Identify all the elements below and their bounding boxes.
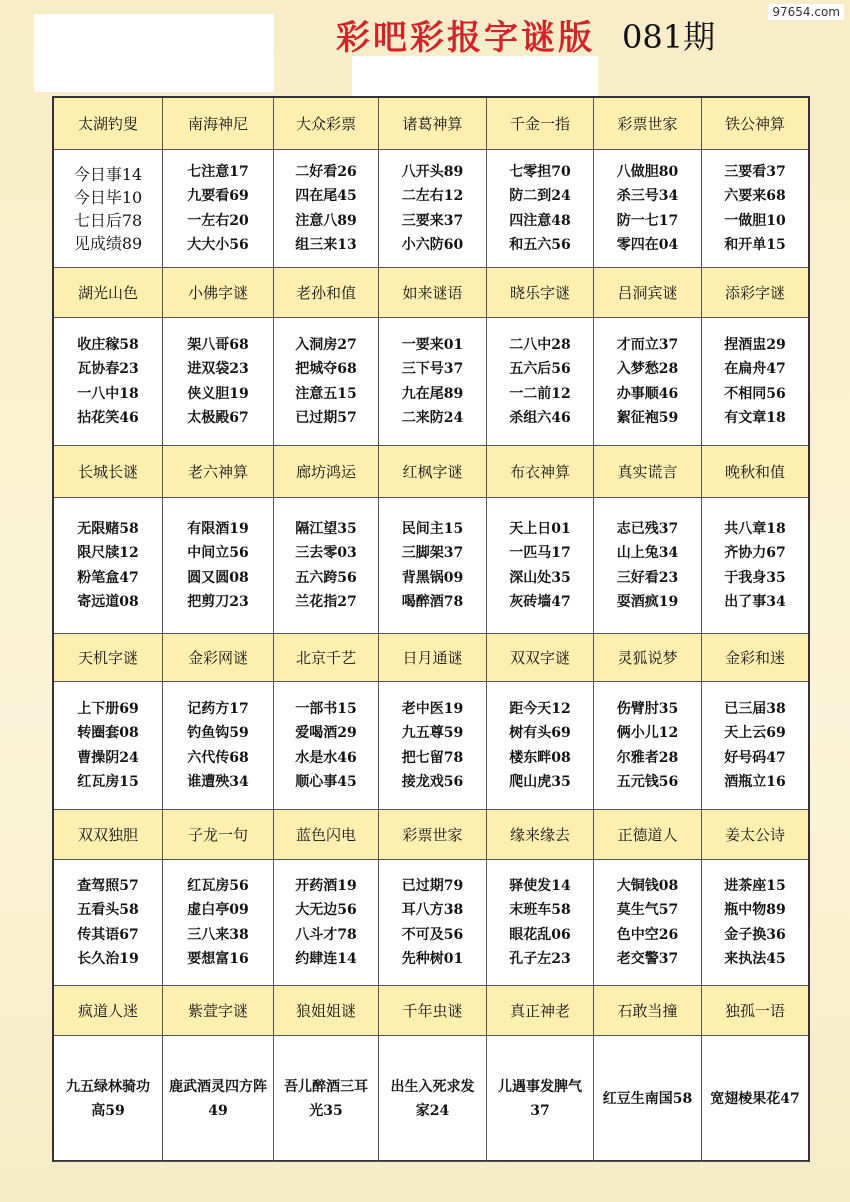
riddle-line: 色中空26 [616, 926, 679, 943]
riddle-line: 已过期79 [401, 877, 464, 894]
riddle-line: 见成绩89 [73, 233, 143, 253]
riddle-line: 侠义胆19 [187, 385, 249, 402]
riddle-cell [274, 1036, 379, 1162]
riddle-line: 伤臂肘35 [616, 700, 679, 717]
riddle-cell [594, 1036, 702, 1162]
riddle-line: 六代传68 [187, 749, 249, 766]
riddle-line: 三好看23 [616, 569, 679, 586]
riddle-line: 距今天12 [509, 700, 571, 717]
riddle-line: 五元钱56 [616, 774, 679, 790]
riddle-line: 水是水46 [295, 749, 357, 766]
riddle-line: 今日毕10 [73, 187, 143, 207]
riddle-cell [379, 860, 487, 986]
column-header: 晓乐字谜 [487, 268, 594, 318]
riddle-cell [163, 682, 274, 810]
riddle-line: 九要看69 [187, 188, 249, 204]
riddle-line: 八斗才78 [295, 926, 357, 943]
riddle-line: 齐协力67 [724, 545, 786, 561]
riddle-line: 小六防60 [401, 237, 464, 253]
riddle-line: 三要看37 [724, 163, 786, 180]
riddle-line: 五六跨56 [295, 569, 357, 586]
riddle-cell [487, 1036, 594, 1162]
riddle-cell [594, 150, 702, 268]
riddle-line: 把剪刀23 [187, 594, 249, 610]
riddle-line: 共八章18 [724, 520, 786, 537]
riddle-line: 要想富16 [187, 951, 249, 967]
riddle-line: 捏酒盅29 [724, 336, 786, 353]
riddle-line: 出生入死求发家24 [390, 1078, 475, 1119]
riddle-line: 来执法45 [724, 951, 786, 967]
column-header: 彩票世家 [594, 98, 702, 150]
riddle-line: 吾儿醉酒三耳光35 [284, 1078, 368, 1119]
riddle-cell [379, 1036, 487, 1162]
riddle-line: 接龙戏56 [401, 774, 464, 790]
riddle-line: 九在尾89 [401, 385, 464, 402]
page-title: 彩吧彩报字谜版 [336, 18, 595, 58]
riddle-line: 限尺牍12 [77, 545, 139, 561]
riddle-line: 鹿武酒灵四方阵49 [169, 1078, 267, 1119]
riddle-cell [274, 498, 379, 634]
riddle-line: 一匹马17 [509, 545, 571, 561]
riddle-cell [702, 860, 808, 986]
riddle-line: 七日后78 [73, 210, 143, 230]
column-header: 吕洞宾谜 [594, 268, 702, 318]
riddle-line: 二来防24 [401, 410, 464, 426]
riddle-line: 粉笔盒47 [77, 569, 139, 586]
riddle-line: 不可及56 [401, 926, 464, 943]
riddle-line: 老中医19 [401, 700, 464, 717]
riddle-line: 杀三号34 [616, 188, 679, 204]
riddle-line: 太极殿67 [187, 410, 249, 426]
riddle-line: 耍酒疯19 [616, 594, 679, 610]
riddle-cell [274, 150, 379, 268]
riddle-line: 已三届38 [724, 700, 786, 717]
riddle-line: 约肆连14 [295, 951, 357, 967]
column-header: 天机字谜 [54, 634, 163, 682]
riddle-line: 九五绿林骑功高59 [66, 1078, 150, 1119]
column-header: 千年虫谜 [379, 986, 487, 1036]
riddle-line: 天上云69 [724, 725, 786, 741]
riddle-cell [163, 1036, 274, 1162]
riddle-cell [379, 498, 487, 634]
riddle-line: 长久治19 [77, 951, 139, 967]
riddle-line: 钓鱼钩59 [187, 725, 249, 741]
riddle-line: 顺心事45 [295, 774, 357, 790]
riddle-cell [274, 682, 379, 810]
riddle-line: 传其语67 [77, 926, 139, 943]
riddle-cell [379, 150, 487, 268]
riddle-line: 圆又圆08 [187, 569, 249, 586]
column-header: 如来谜语 [379, 268, 487, 318]
riddle-line: 耳八方38 [401, 902, 464, 918]
column-header: 缘来缘去 [487, 810, 594, 860]
riddle-cell [54, 860, 163, 986]
riddle-cell [54, 318, 163, 446]
riddle-line: 眼花乱06 [509, 926, 571, 943]
riddle-line: 俩小儿12 [616, 725, 679, 741]
column-header: 小佛字谜 [163, 268, 274, 318]
riddle-line: 收庄稼58 [77, 336, 139, 353]
riddle-line: 楼东畔08 [509, 749, 571, 766]
column-header: 添彩字谜 [702, 268, 808, 318]
column-header: 大众彩票 [274, 98, 379, 150]
riddle-line: 架八哥68 [187, 336, 249, 353]
riddle-cell [54, 682, 163, 810]
riddle-line: 瓶中物89 [724, 902, 786, 918]
riddle-cell [54, 150, 163, 268]
riddle-line: 记药方17 [187, 700, 249, 717]
riddle-line: 末班车58 [509, 902, 571, 918]
riddle-line: 曹操阴24 [77, 749, 139, 766]
riddle-line: 孔子左23 [509, 951, 571, 967]
riddle-line: 无限赌58 [77, 520, 139, 537]
riddle-line: 才而立37 [616, 336, 679, 353]
riddle-line: 先种树01 [401, 951, 464, 967]
riddle-line: 和五六56 [509, 237, 571, 253]
column-header: 子龙一句 [163, 810, 274, 860]
riddle-cell [163, 498, 274, 634]
riddle-line: 入梦愁28 [616, 361, 679, 377]
riddle-line: 和开单15 [724, 237, 786, 253]
riddle-line: 二好看26 [295, 163, 357, 180]
riddle-line: 进茶座15 [724, 877, 786, 894]
riddle-line: 儿遇事发脾气37 [498, 1078, 582, 1119]
column-header: 布衣神算 [487, 446, 594, 498]
column-header: 日月通谜 [379, 634, 487, 682]
riddle-line: 大无边56 [295, 902, 357, 918]
riddle-line: 中间立56 [187, 545, 249, 561]
riddle-line: 四在尾45 [295, 188, 357, 204]
column-header: 双双独胆 [54, 810, 163, 860]
riddle-line: 虚白亭09 [187, 902, 249, 918]
riddle-cell [702, 318, 808, 446]
riddle-line: 八做胆80 [616, 163, 679, 180]
riddle-line: 注意五15 [295, 385, 357, 402]
column-header: 晚秋和值 [702, 446, 808, 498]
riddle-cell [163, 860, 274, 986]
riddle-line: 民间主15 [401, 520, 464, 537]
riddle-line: 树有头69 [509, 725, 571, 741]
riddle-line: 山上兔34 [616, 545, 679, 561]
riddle-line: 三要来37 [401, 212, 464, 229]
riddle-cell [163, 150, 274, 268]
riddle-line: 防二到24 [509, 188, 571, 204]
column-header: 湖光山色 [54, 268, 163, 318]
riddle-line: 七注意17 [187, 163, 249, 180]
riddle-line: 三下号37 [401, 361, 464, 377]
riddle-line: 志已残37 [616, 520, 679, 537]
riddle-line: 谁遭殃34 [187, 774, 249, 790]
issue-number: 081期 [622, 18, 716, 56]
riddle-line: 一八中18 [77, 385, 139, 402]
riddle-line: 酒瓶立16 [724, 774, 786, 790]
riddle-line: 二八中28 [509, 336, 571, 353]
riddle-line: 已过期57 [295, 410, 357, 426]
column-header: 红枫字谜 [379, 446, 487, 498]
column-header: 北京千艺 [274, 634, 379, 682]
riddle-line: 爬山虎35 [509, 774, 571, 790]
riddle-cell [54, 498, 163, 634]
column-header: 太湖钓叟 [54, 98, 163, 150]
column-header: 正德道人 [594, 810, 702, 860]
column-header: 金彩网谜 [163, 634, 274, 682]
riddle-line: 四注意48 [509, 212, 571, 229]
riddle-line: 红豆生南国58 [602, 1090, 693, 1107]
column-header: 铁公神算 [702, 98, 808, 150]
riddle-cell [594, 682, 702, 810]
riddle-line: 三八来38 [187, 926, 249, 943]
riddle-line: 喝醉酒78 [401, 594, 464, 610]
riddle-line: 深山处35 [509, 569, 571, 586]
riddle-line: 进双袋23 [187, 361, 249, 377]
riddle-line: 红瓦房56 [187, 877, 249, 894]
riddle-cell [594, 318, 702, 446]
riddle-line: 天上日01 [509, 520, 571, 537]
blank-area-left [34, 14, 274, 92]
column-header: 石敢当撞 [594, 986, 702, 1036]
column-header: 真实谎言 [594, 446, 702, 498]
riddle-line: 三脚架37 [401, 545, 464, 561]
riddle-line: 一二前12 [509, 385, 571, 402]
riddle-line: 一要来01 [401, 336, 464, 353]
riddle-line: 隔江望35 [295, 520, 357, 537]
column-header: 金彩和迷 [702, 634, 808, 682]
riddle-line: 灰砖墙47 [509, 594, 571, 610]
riddle-line: 查驾照57 [77, 877, 139, 894]
riddle-line: 老交警37 [616, 951, 679, 967]
riddle-line: 大铜钱08 [616, 877, 679, 894]
column-header: 疯道人迷 [54, 986, 163, 1036]
riddle-line: 拈花笑46 [77, 410, 139, 426]
riddle-line: 一左右20 [187, 212, 249, 229]
riddle-line: 大大小56 [187, 237, 249, 253]
riddle-line: 组三来13 [295, 237, 357, 253]
riddle-cell [594, 860, 702, 986]
riddle-line: 好号码47 [724, 749, 786, 766]
riddle-cell [702, 682, 808, 810]
riddle-line: 在扁舟47 [724, 361, 786, 377]
riddle-cell [487, 860, 594, 986]
riddle-line: 八开头89 [401, 163, 464, 180]
riddle-cell [274, 860, 379, 986]
riddle-line: 七零担70 [509, 163, 571, 180]
riddle-line: 办事顺46 [616, 385, 679, 402]
riddle-line: 把七留78 [401, 749, 464, 766]
riddle-line: 驿使发14 [509, 877, 571, 894]
riddle-cell [54, 1036, 163, 1162]
column-header: 狼姐姐谜 [274, 986, 379, 1036]
riddle-line: 瓦协春23 [77, 361, 139, 377]
riddle-line: 三去零03 [295, 545, 357, 561]
riddle-cell [594, 498, 702, 634]
riddle-cell [379, 682, 487, 810]
column-header: 诸葛神算 [379, 98, 487, 150]
riddle-line: 宽翅棱果花47 [710, 1090, 800, 1107]
riddle-cell [702, 150, 808, 268]
riddle-line: 转圈套08 [77, 725, 139, 741]
riddle-line: 絮征袍59 [616, 410, 679, 426]
column-header: 灵狐说梦 [594, 634, 702, 682]
riddle-cell [487, 498, 594, 634]
riddle-line: 寄远道08 [77, 594, 139, 610]
riddle-line: 上下册69 [77, 700, 139, 717]
riddle-cell [702, 498, 808, 634]
column-header: 真正神老 [487, 986, 594, 1036]
riddle-cell [487, 318, 594, 446]
riddle-cell [487, 682, 594, 810]
riddle-cell [702, 1036, 808, 1162]
riddle-line: 有限酒19 [187, 520, 249, 537]
column-header: 紫萱字谜 [163, 986, 274, 1036]
riddle-line: 开药酒19 [295, 877, 357, 894]
riddle-line: 防一七17 [616, 212, 679, 229]
riddle-line: 于我身35 [724, 569, 786, 586]
column-header: 老六神算 [163, 446, 274, 498]
riddle-line: 爱喝酒29 [295, 725, 357, 741]
riddle-line: 不相同56 [724, 385, 786, 402]
riddle-line: 零四在04 [616, 237, 679, 253]
column-header: 长城长谜 [54, 446, 163, 498]
column-header: 姜太公诗 [702, 810, 808, 860]
column-header: 独孤一语 [702, 986, 808, 1036]
site-watermark: 97654.com [768, 4, 844, 20]
column-header: 蓝色闪电 [274, 810, 379, 860]
riddle-line: 五看头58 [77, 902, 139, 918]
riddle-line: 九五尊59 [401, 725, 464, 741]
riddle-line: 红瓦房15 [77, 774, 139, 790]
riddle-line: 莫生气57 [616, 902, 679, 918]
riddle-line: 把城夺68 [295, 361, 357, 377]
column-header: 千金一指 [487, 98, 594, 150]
column-header: 双双字谜 [487, 634, 594, 682]
riddle-line: 今日事14 [73, 164, 143, 184]
riddle-line: 入洞房27 [295, 336, 357, 353]
riddle-line: 背黑锅09 [401, 569, 464, 586]
riddle-line: 五六后56 [509, 361, 571, 377]
riddle-line: 尔雅者28 [616, 749, 679, 766]
riddle-line: 有文章18 [724, 410, 786, 426]
riddle-cell [487, 150, 594, 268]
riddle-cell [274, 318, 379, 446]
riddle-line: 一部书15 [295, 700, 357, 717]
column-header: 老孙和值 [274, 268, 379, 318]
riddle-line: 兰花指27 [295, 594, 357, 610]
riddle-cell [379, 318, 487, 446]
riddle-line: 注意八89 [295, 212, 357, 229]
riddle-line: 一做胆10 [724, 212, 786, 229]
riddle-line: 六要来68 [724, 188, 786, 204]
riddle-cell [163, 318, 274, 446]
riddle-table [52, 96, 810, 1162]
riddle-line: 出了事34 [724, 594, 786, 610]
column-header: 南海神尼 [163, 98, 274, 150]
column-header: 廊坊鸿运 [274, 446, 379, 498]
riddle-line: 杀组六46 [509, 410, 571, 426]
column-header: 彩票世家 [379, 810, 487, 860]
riddle-line: 金子换36 [724, 926, 786, 943]
riddle-line: 二左右12 [401, 188, 464, 204]
